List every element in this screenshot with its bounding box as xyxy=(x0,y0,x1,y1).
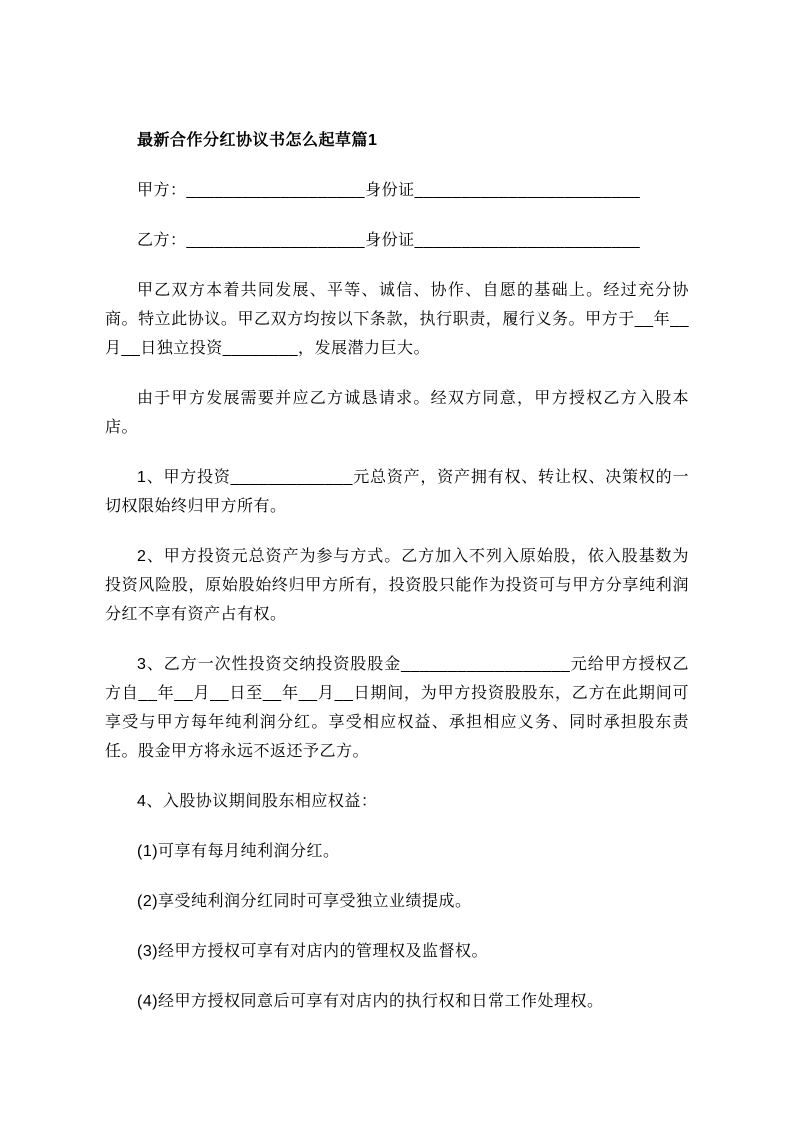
paragraph-clause-4-item-4: (4)经甲方授权同意后可享有对店内的执行权和日常工作处理权。 xyxy=(137,993,604,1010)
paragraph-clause-3: 3、乙方一次性投资交纳投资股股金__________________元给甲方授权乙方自__年__月__日至__年__月__日期间，为甲方投资股股东，乙方在此期间可享受与甲方每年纯利润分红。享受相应权益、承担相应义务、同时承担股东责任。股金甲方将永远不返还予乙方。 xyxy=(105,656,689,760)
paragraph-authorization: 由于甲方发展需要并应乙方诚恳请求。经双方同意，甲方授权乙方入股本店。 xyxy=(105,390,689,436)
paragraph-clause-2: 2、甲方投资元总资产为参与方式。乙方加入不列入原始股，依入股基数为投资风险股，原始股始终归甲方所有，投资股只能作为投资可与甲方分享纯利润分红不享有资产占有权。 xyxy=(105,548,689,623)
paragraph-clause-4-heading: 4、入股协议期间股东相应权益： xyxy=(137,793,378,810)
paragraph-party-b-blank: 乙方：___________________身份证________________________ xyxy=(137,232,641,249)
document-title: 最新合作分红协议书怎么起草篇1 xyxy=(137,132,378,149)
paragraph-clause-4-item-1: (1)可享有每月纯利润分红。 xyxy=(137,843,340,860)
paragraph-clause-1: 1、甲方投资_____________元总资产，资产拥有权、转让权、决策权的一切权限始终归甲方所有。 xyxy=(105,469,689,515)
document-content xyxy=(105,126,689,1016)
paragraph-preamble: 甲乙双方本着共同发展、平等、诚信、协作、自愿的基础上。经过充分协商。特立此协议。甲乙双方均按以下条款，执行职责，履行义务。甲方于__年__月__日独立投资________，发展潜力巨大。 xyxy=(105,282,689,357)
paragraph-party-a-blank: 甲方：___________________身份证________________________ xyxy=(137,182,641,199)
paragraph-clause-4-item-3: (3)经甲方授权可享有对店内的管理权及监督权。 xyxy=(137,943,489,960)
paragraph-clause-4-item-2: (2)享受纯利润分红同时可享受独立业绩提成。 xyxy=(137,893,472,910)
